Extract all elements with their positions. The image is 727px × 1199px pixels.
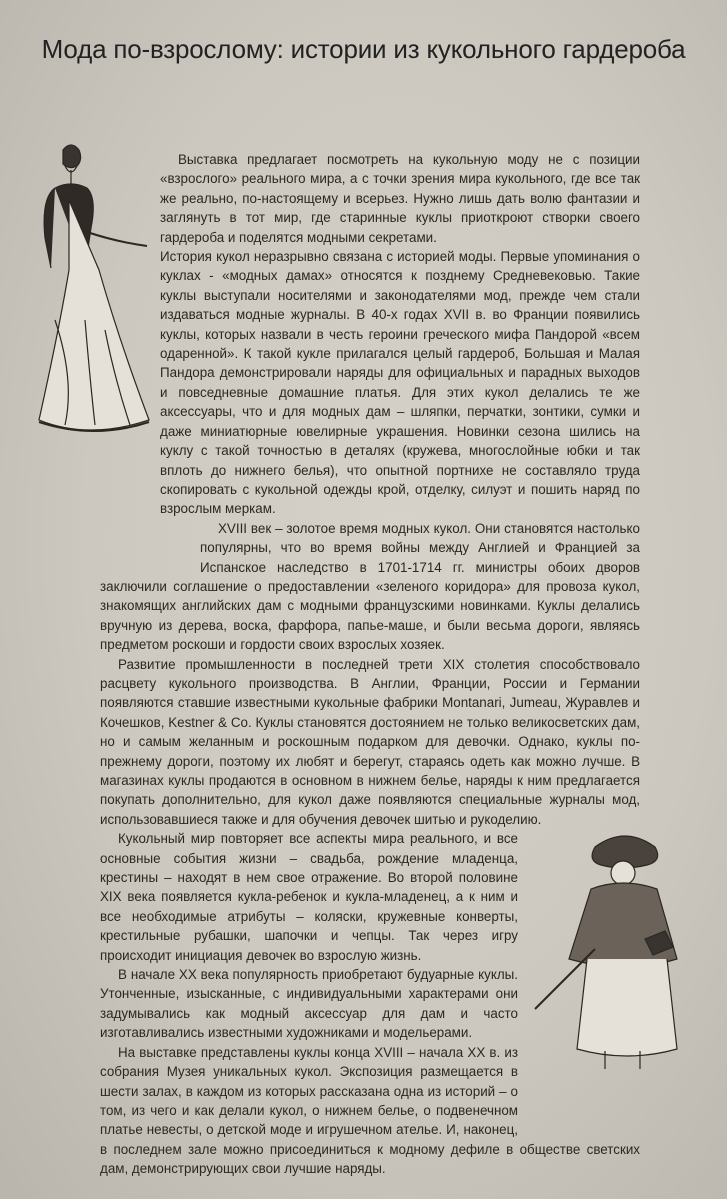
- paragraph-intro: Выставка предлагает посмотреть на кукольную моду не с позиции «взрослого» реального мира, а с точки зрения мира кукольного, где все так же реально, по-настоящему и всерьез. Нужно лишь дать волю фантазии и заглянуть в тот мир, где старинные куклы приоткроют створки своего гардероба и поделятся модными секретами.: [160, 152, 640, 245]
- main-text-block: [100, 519, 640, 1179]
- paragraph-exhibition: На выставке представлены куклы конца XVIII – начала XX в. из собрания Музея уникальных кукол. Экспозиция размещается в шести залах, в каждом из которых рассказана одна из историй – о том, из чего и как делали кукол, о нижнем белье, о подвенечном платье невесты, о детской моде и игрушечном ателье. И, наконец, в последнем зале можно присоединиться к модному дефиле в обществе светских дам, демонстрирующих свои лучшие наряды.: [100, 1044, 640, 1177]
- paragraph-history: История кукол неразрывно связана с историей моды. Первые упоминания о куклах - «модных дамах» относятся к позднему Средневековью. Такие куклы выступали носителями и законодателями мод, прежде чем стали издаваться модные журналы. В 40-х годах XVII в. во Франции появились куклы, которых назвали в честь героини греческого мифа Пандорой «всем одаренной». К такой кукле прилагался целый гардероб, Большая и Малая Пандора демонстрировали наряды для официальных и парадных выходов и повседневные домашние платья. Для этих кукол делались те же аксессуары, что и для модных дам – шляпки, перчатки, зонтики, сумки и даже миниатюрные ювелирные украшения. Новинки сезона шились на куклу с такой точностью в деталях (кружева, многослойные юбки и так вплоть до нижнего белья), что опытной портнихе не составляло труда скопировать с кукольной одежды крой, отделку, силуэт и пошить наряд по взрослым меркам.: [160, 249, 640, 517]
- paragraph-industry: Развитие промышленности в последней трети XIX столетия способствовало расцвету кукольного производства. В Англии, Франции, России и Германии появляются ставшие известными кукольные фабрики Montanari, Jumeau, Журавлев и Кочешков, Kestner & Co. Куклы становятся достоянием не только великосветских дам, но и самым желанным и роскошным подарком для девочки. Однако, куклы по-прежнему дороги, поэтому их любят и берегут, стараясь одеть как можно лучше. В магазинах куклы продаются в основном в нижнем белье, наряды к ним предлагается покупать дополнительно, для кукол даже появляются специальные журналы мод, использовавшиеся также и для обучения девочек шитью и рукоделию.: [100, 656, 640, 827]
- paragraph-boudoir-dolls: В начале XX века популярность приобретают будуарные куклы. Утонченные, изысканные, с индивидуальными характерами они задумывались как модный аксессуар для дам и часто изготавливались известными художниками и модельерами.: [100, 967, 518, 1041]
- paragraph-doll-world: Кукольный мир повторяет все аспекты мира реального, и все основные события жизни – свадьба, рождение младенца, крестины – находят в нем свое отражение. Во второй половине XIX века появляется кукла-ребенок и кукла-младенец, а к ним и все необходимые атрибуты – коляски, кружевные конверты, крестильные рубашки, шапочки и чепцы. Так через игру происходит инициация девочек во взрослую жизнь.: [100, 831, 518, 963]
- page-title: Мода по-взрослому: истории из кукольного гардероба: [41, 34, 686, 64]
- paragraph-18th-century: XVIII век – золотое время модных кукол. Они становятся настолько популярны, что во время войны между Англией и Францией за Испанское наследство в 1701-1714 гг. министры обоих дворов заключили соглашение о предоставлении «зеленого коридора» для провоза кукол, знакомящих английских дам с модными французскими новинками. Куклы делались вручную из дерева, воска, фарфора, папье-маше, и были весьма дороги, являясь предметом роскоши и гордости своих взрослых хозяек.: [100, 520, 640, 653]
- intro-text-block: [160, 150, 640, 519]
- text-flow: [100, 0, 640, 1199]
